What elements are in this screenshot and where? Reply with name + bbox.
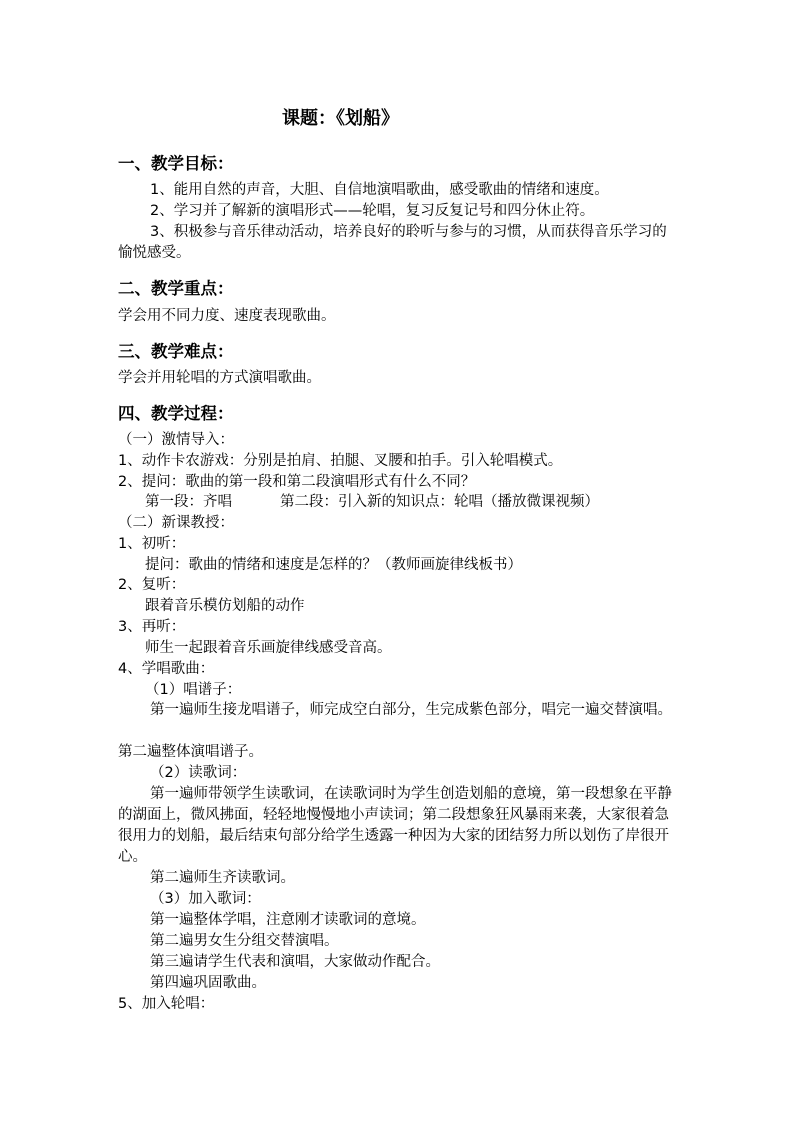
heading-objectives: 一、教学目标：	[118, 154, 234, 173]
process-item-2: 2、提问：歌曲的第一段和第二段演唱形式有什么不同？	[118, 474, 476, 490]
step-2: 2、复听：	[118, 577, 186, 593]
substep-3-line-2: 第二遍男女生分组交替演唱。	[150, 933, 339, 949]
process-part-1: （一）激情导入：	[118, 432, 234, 448]
substep-1: （1）唱谱子：	[145, 682, 242, 698]
step-2-text: 跟着音乐模仿划船的动作	[145, 598, 305, 614]
key-points-text: 学会用不同力度、速度表现歌曲。	[118, 308, 336, 324]
objective-2: 2、学习并了解新的演唱形式——轮唱，复习反复记号和四分休止符。	[150, 203, 595, 219]
substep-2-text: 第一遍师带领学生读歌词，在读歌词时为学生创造划船的意境，第一段想象在平静的湖面上，微风拂面，轻轻地慢慢地小声读词；第二段想象狂风暴雨来袭，大家很着急很用力的划船，最后结束句部分给学生透露一种因为大家的团结努力所以划伤了岸很开心。	[118, 786, 672, 865]
step-1: 1、初听：	[118, 536, 186, 552]
objective-3: 3、积极参与音乐律动活动，培养良好的聆听与参与的习惯，从而获得音乐学习的愉悦感受。	[118, 224, 667, 261]
process-item-1: 1、动作卡农游戏：分别是拍肩、拍腿、叉腰和拍手。引入轮唱模式。	[118, 453, 563, 469]
substep-3-line-3: 第三遍请学生代表和演唱，大家做动作配合。	[150, 954, 440, 970]
objective-1: 1、能用自然的声音，大胆、自信地演唱歌曲，感受歌曲的情绪和速度。	[150, 182, 609, 198]
substep-2: （2）读歌词：	[150, 765, 247, 781]
step-4: 4、学唱歌曲：	[118, 661, 215, 677]
heading-key-points: 二、教学重点：	[118, 279, 234, 298]
segment-2: 第二段：引入新的知识点：轮唱（播放微课视频）	[280, 494, 599, 510]
difficulties-text: 学会并用轮唱的方式演唱歌曲。	[118, 370, 321, 386]
step-3: 3、再听：	[118, 619, 186, 635]
substep-3-line-4: 第四遍巩固歌曲。	[150, 975, 266, 991]
segment-1: 第一段：齐唱	[145, 494, 232, 510]
step-1-text: 提问：歌曲的情绪和速度是怎样的？（教师画旋律线板书）	[145, 557, 522, 573]
step-3-text: 师生一起跟着音乐画旋律线感受音高。	[145, 640, 392, 656]
step-5: 5、加入轮唱：	[118, 996, 215, 1012]
heading-difficulties: 三、教学难点：	[118, 342, 234, 361]
heading-process: 四、教学过程：	[118, 404, 234, 423]
page-title: 课题：《划船》	[282, 108, 399, 129]
substep-1-text-2: 第二遍整体演唱谱子。	[118, 744, 263, 760]
substep-3-line-1: 第一遍整体学唱，注意刚才读歌词的意境。	[150, 912, 426, 928]
process-part-2: （二）新课教授：	[118, 515, 234, 531]
substep-2-text-2: 第二遍师生齐读歌词。	[150, 870, 295, 886]
substep-1-text: 第一遍师生接龙唱谱子，师完成空白部分，生完成紫色部分，唱完一遍交替演唱。	[150, 702, 672, 718]
substep-3: （3）加入歌词：	[150, 891, 261, 907]
